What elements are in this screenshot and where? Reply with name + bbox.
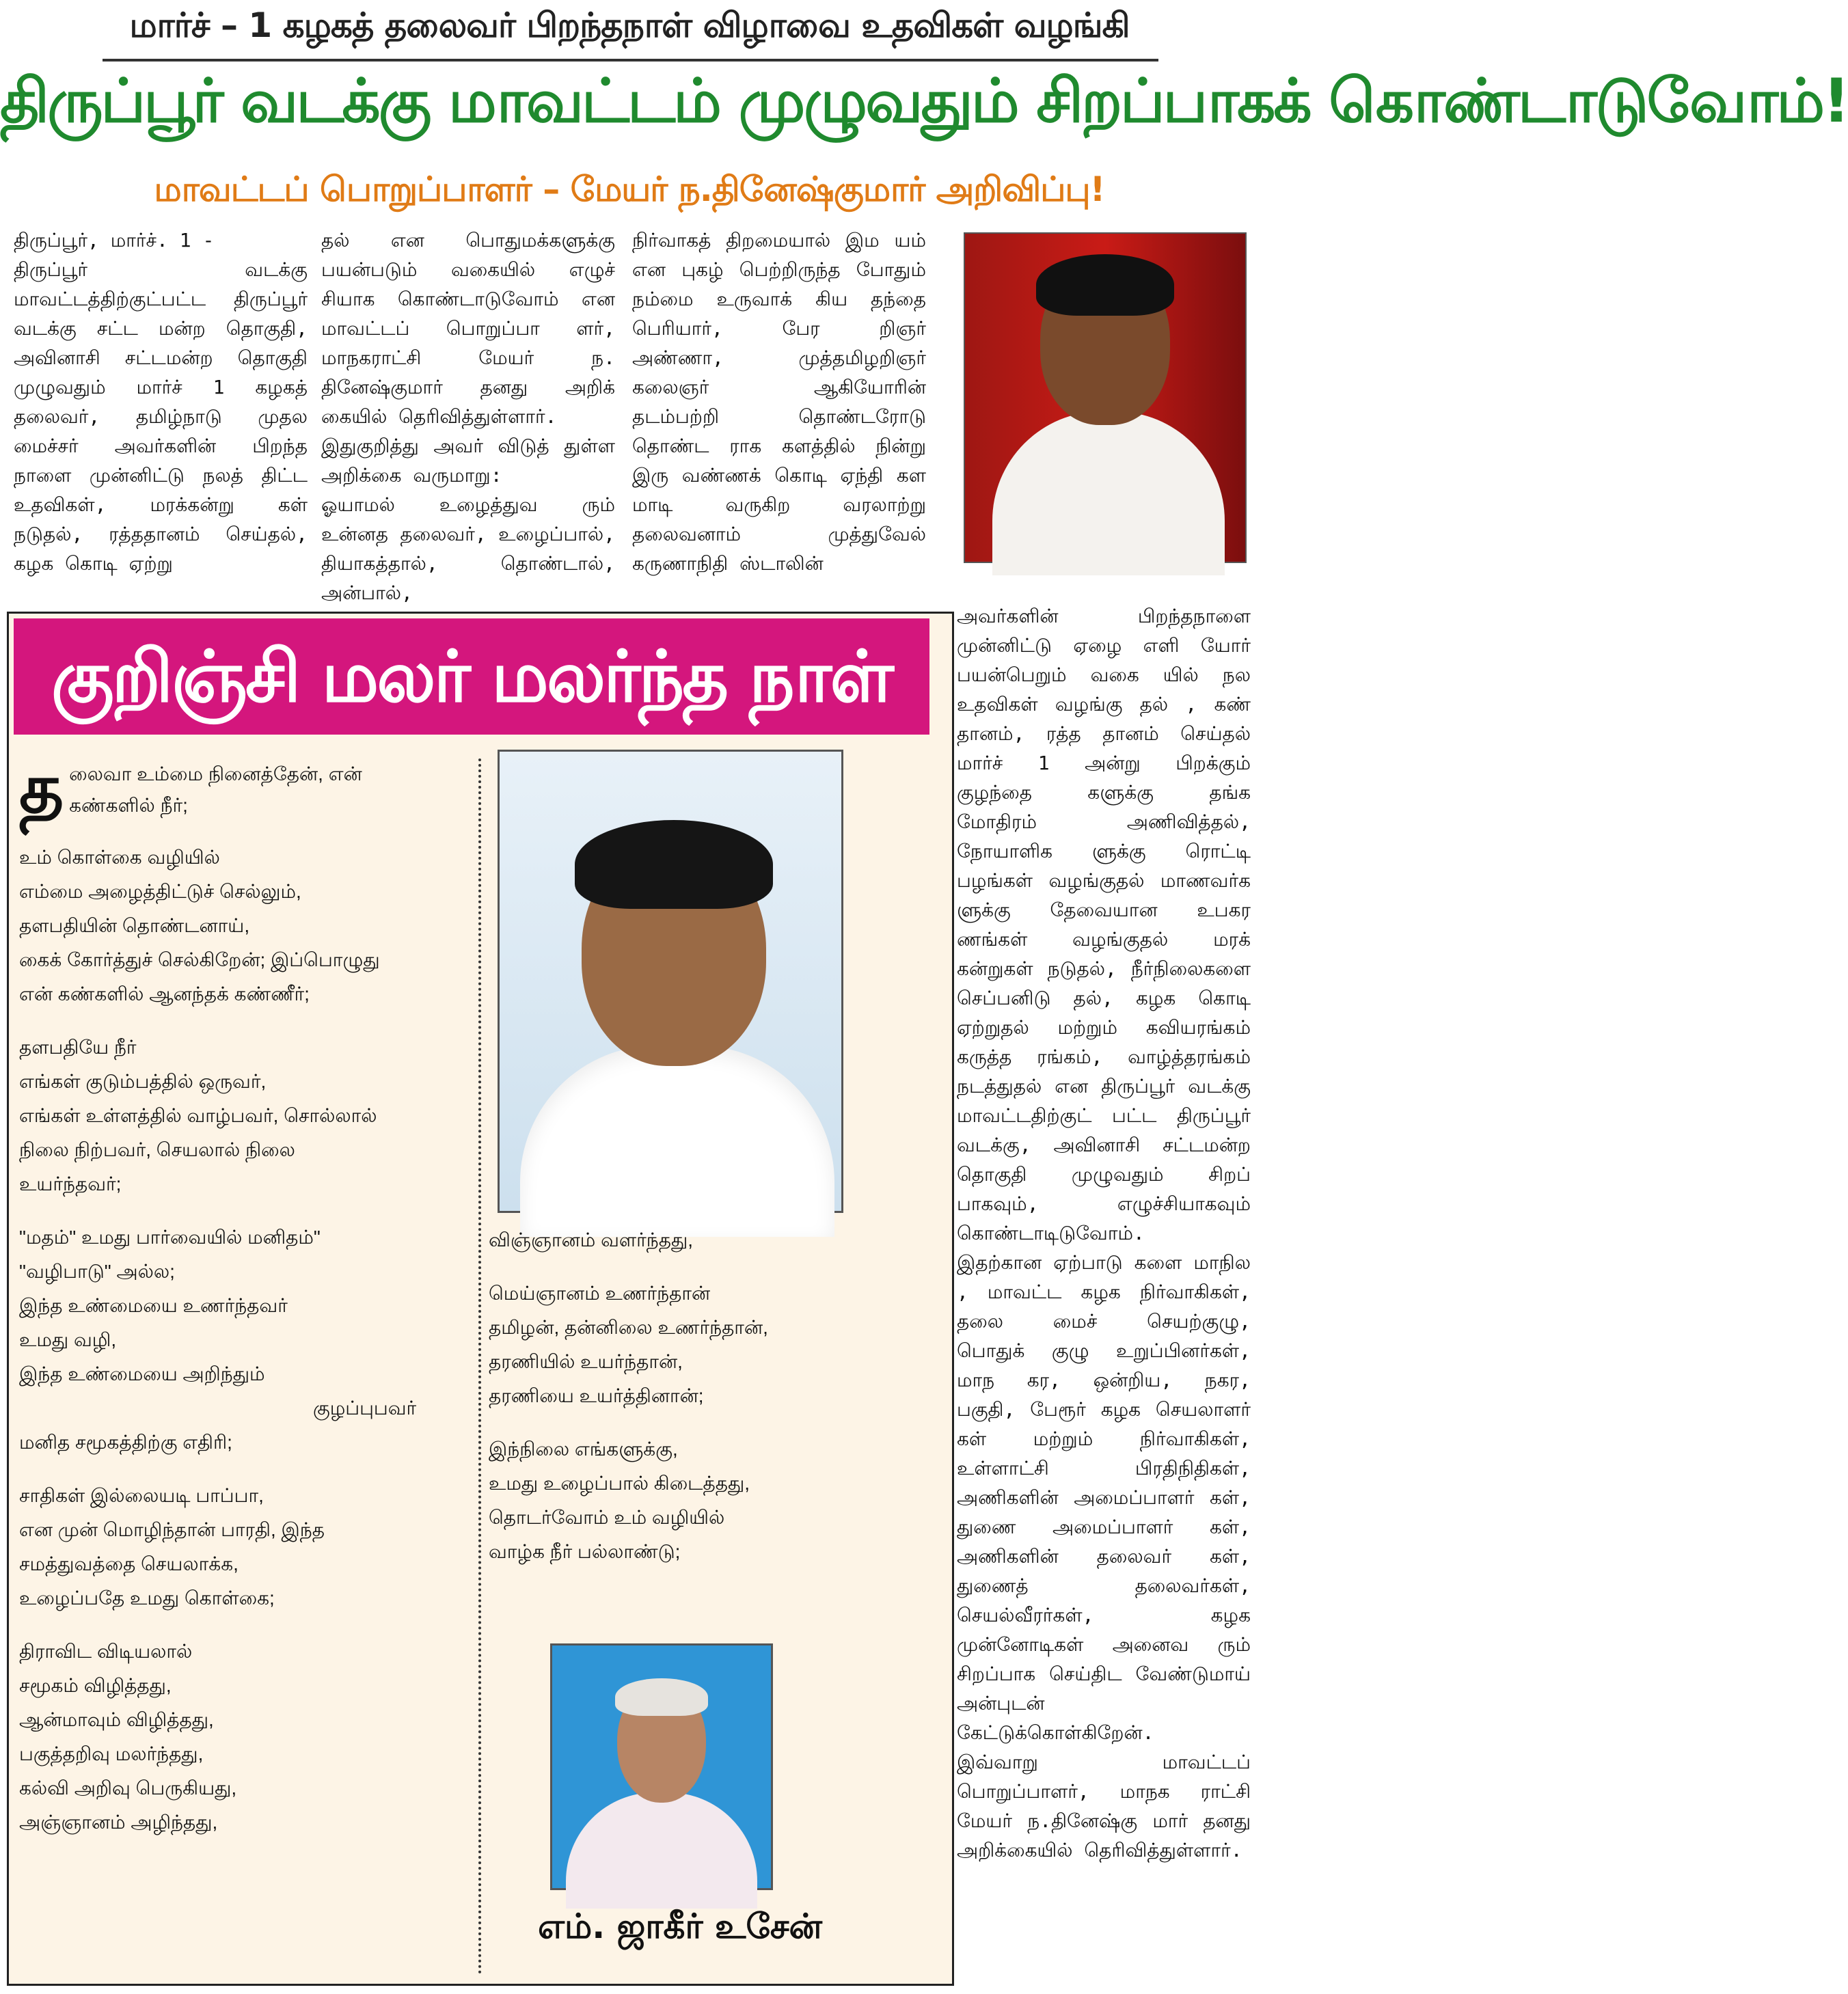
poem-line: சாதிகள் இல்லையடி பாப்பா, — [19, 1485, 264, 1506]
poem-stanza — [19, 1635, 470, 1840]
poem-line: அஞ்ஞானம் அழிந்தது, — [19, 1812, 218, 1833]
poem-line: வாழ்க நீர் பல்லாண்டு; — [489, 1541, 681, 1562]
article-headline: திருப்பூர் வடக்கு மாவட்டம் முழுவதும் சிறப்பாகக் கொண்டாடுவோம்! — [0, 66, 1848, 136]
poem-line: திராவிட விடியலால் — [19, 1641, 193, 1662]
poem-stanza — [19, 1220, 470, 1460]
poem-stanza — [19, 1479, 470, 1615]
mayor-photo — [964, 232, 1247, 563]
poem-line: லைவா உம்மை நினைத்தேன், என் — [69, 763, 362, 784]
poem-line: குழப்புபவர் — [313, 1397, 417, 1419]
article-column-2: தல் என பொதுமக்களுக்கு பயன்படும் வகையில் எழுச் சியாக கொண்டாடுவோம் என மாவட்டப் பொறுப்பா ளர், மாநகராட்சி மேயர் ந. தினேஷ்குமார் தனது அறிக் கையில் தெரிவித்துள்ளார். இதுகுறித்து அவர் விடுத் துள்ள அறிக்கை வருமாறு: ஓயாமல் உழைத்துவ ரும் உன்னத தலைவர், உழைப்பால், தியாகத்தால், தொண்டால், அன்பால், — [321, 229, 615, 604]
poem-line: சமூகம் விழித்தது, — [19, 1675, 172, 1696]
poem-left-column — [19, 750, 470, 1859]
poem-line: எங்கள் உள்ளத்தில் வாழ்பவர், சொல்லால் — [19, 1105, 377, 1126]
poem-line: உயர்ந்தவர்; — [19, 1173, 122, 1194]
poem-stanza — [489, 1223, 919, 1257]
photo-hair — [615, 1678, 708, 1716]
poem-line: தொடர்வோம் உம் வழியில் — [489, 1507, 725, 1528]
poem-title: குறிஞ்சி மலர் மலர்ந்த நாள் — [51, 635, 893, 718]
poem-line: கண்களில் நீர்; — [69, 795, 188, 816]
poem-line: ஆன்மாவும் விழித்தது, — [19, 1709, 214, 1730]
poem-line: எம்மை அழைத்திட்டுச் செல்லும், — [19, 881, 301, 902]
photo-shirt — [520, 1046, 834, 1237]
poem-line: மனித சமூகத்திற்கு எதிரி; — [19, 1432, 232, 1453]
poem-line: தரணியை உயர்த்தினான்; — [489, 1385, 704, 1406]
poem-line: மெய்ஞானம் உணர்ந்தான் — [489, 1283, 711, 1304]
article-column-1: திருப்பூர், மார்ச். 1 - திருப்பூர் வடக்கு மாவட்டத்திற்குட்பட்ட திருப்பூர் வடக்கு சட்ட மன்ற தொகுதி, அவினாசி சட்டமன்ற தொகுதி முழுவதும் மார்ச் 1 கழகத் தலைவர், தமிழ்நாடு முதல மைச்சர் அவர்களின் பிறந்த நாளை முன்னிட்டு நலத் திட்ட உதவிகள், மரக்கன்று கள் நடுதல், ரத்ததானம் செய்தல், கழக கொடி ஏற்று — [14, 229, 308, 575]
poem-right-column — [489, 1223, 919, 1588]
poem-line: உமது உழைப்பால் கிடைத்தது, — [489, 1473, 750, 1494]
photo-hair — [1036, 254, 1174, 316]
poem-dropcap: த — [19, 750, 64, 827]
photo-shirt — [566, 1792, 757, 1909]
poem-line: கைக் கோர்த்துச் செல்கிறேன்; இப்பொழுது — [19, 949, 380, 970]
photo-shirt — [992, 411, 1225, 575]
poem-stanza — [19, 841, 470, 1011]
poem-column-divider — [478, 759, 481, 1975]
poem-line: உழைப்பதே உமது கொள்கை; — [19, 1587, 275, 1609]
poem-line: தளபதியே நீர் — [19, 1037, 137, 1058]
article-subhead: மாவட்டப் பொறுப்பாளர் – மேயர் ந.தினேஷ்குமார் அறிவிப்பு! — [154, 169, 1105, 209]
author-name: எம். ஜாகீர் உசேன் — [537, 1907, 822, 1946]
poem-line: கல்வி அறிவு பெருகியது, — [19, 1777, 237, 1799]
poem-line: இந்நிலை எங்களுக்கு, — [489, 1438, 678, 1460]
leader-photo — [498, 750, 843, 1213]
poem-line: தரணியில் உயர்ந்தான், — [489, 1351, 683, 1372]
poem-line: "மதம்" உமது பார்வையில் மனிதம்" — [19, 1227, 321, 1248]
article-column-3: நிர்வாகத் திறமையால் இம யம் என புகழ் பெற்றிருந்த போதும் நம்மை உருவாக் கிய தந்தை பெரியார், பேர றிஞர் அண்ணா, முத்தமிழறிஞர் கலைஞர் ஆகியோரின் தடம்பற்றி தொண்டரோடு தொண்ட ராக களத்தில் நின்று இரு வண்ணக் கொடி ஏந்தி கள மாடி வருகிற வரலாற்று தலைவனாம் முத்துவேல் கருணாநிதி ஸ்டாலின் — [632, 229, 926, 575]
article-column-4: அவர்களின் பிறந்தநாளை முன்னிட்டு ஏழை எளி யோர் பயன்பெறும் வகை யில் நல உதவிகள் வழங்கு தல் , கண் தானம், ரத்த தானம் செய்தல் மார்ச் 1 அன்று பிறக்கும் குழந்தை களுக்கு தங்க மோதிரம் அணிவித்தல், நோயாளிக ளுக்கு ரொட்டி பழங்கள் வழங்குதல் மாணவர்க ளுக்கு தேவையான உபகர ணங்கள் வழங்குதல் மரக் கன்றுகள் நடுதல், நீர்நிலைகளை செப்பனிடு தல், கழக கொடி ஏற்றுதல் மற்றும் கவியரங்கம் கருத்த ரங்கம், வாழ்த்தரங்கம் நடத்துதல் என திருப்பூர் வடக்கு மாவட்டதிற்குட் பட்ட திருப்பூர் வடக்கு, அவினாசி சட்டமன்ற தொகுதி முழுவதும் சிறப் பாகவும், எழுச்சியாகவும் கொண்டாடிடுவோம். இதற்கான ஏற்பாடு களை மாநில , மாவட்ட கழக நிர்வாகிகள், தலை மைச் செயற்குழு, பொதுக் குழு உறுப்பினர்கள், மாந கர, ஒன்றிய, நகர, பகுதி, பேரூர் கழக செயலாளர் கள் மற்றும் நிர்வாகிகள், உள்ளாட்சி பிரதிநிதிகள், அணிகளின் அமைப்பாளர் கள், துணை அமைப்பாளர் கள், அணிகளின் தலைவர் கள், துணைத் தலைவர்கள், செயல்வீரர்கள், கழக முன்னோடிகள் அனைவ ரும் சிறப்பாக செய்திட வேண்டுமாய் அன்புடன் கேட்டுக்கொள்கிறேன். இவ்வாறு மாவட்டப் பொறுப்பாளர், மாநக ராட்சி மேயர் ந.தினேஷ்கு மார் தனது அறிக்கையில் தெரிவித்துள்ளார். — [957, 605, 1251, 1861]
poem-line: தமிழன், தன்னிலை உணர்ந்தான், — [489, 1317, 768, 1338]
poem-stanza — [19, 1030, 470, 1201]
poem-stanza — [489, 1432, 919, 1569]
poem-line: பகுத்தறிவு மலர்ந்தது, — [19, 1743, 204, 1764]
kicker-underline — [103, 59, 1158, 62]
poem-line: இந்த உண்மையை அறிந்தும் — [19, 1363, 265, 1384]
poem-line: என் கண்களில் ஆனந்தக் கண்ணீர்; — [19, 983, 310, 1005]
poem-line: உமது வழி, — [19, 1329, 117, 1350]
poem-line: விஞ்ஞானம் வளர்ந்தது, — [489, 1229, 694, 1251]
article-kicker: மார்ச் – 1 கழகத் தலைவர் பிறந்தநாள் விழாவை உதவிகள் வழங்கி — [129, 5, 1130, 45]
poem-line: எங்கள் குடும்பத்தில் ஒருவர், — [19, 1071, 267, 1092]
poem-line: "வழிபாடு" அல்ல; — [19, 1261, 175, 1282]
poem-line: இந்த உண்மையை உணர்ந்தவர் — [19, 1295, 288, 1316]
poem-line: சமத்துவத்தை செயலாக்க, — [19, 1553, 239, 1574]
poem-line: உம் கொள்கை வழியில் — [19, 847, 220, 868]
poem-opening — [19, 750, 470, 827]
photo-hair — [575, 820, 773, 909]
poem-line: தளபதியின் தொண்டனாய், — [19, 915, 250, 936]
author-photo — [550, 1643, 773, 1890]
poem-line: என முன் மொழிந்தான் பாரதி, இந்த — [19, 1519, 325, 1540]
poem-stanza — [489, 1276, 919, 1413]
poem-line: நிலை நிற்பவர், செயலால் நிலை — [19, 1139, 295, 1160]
